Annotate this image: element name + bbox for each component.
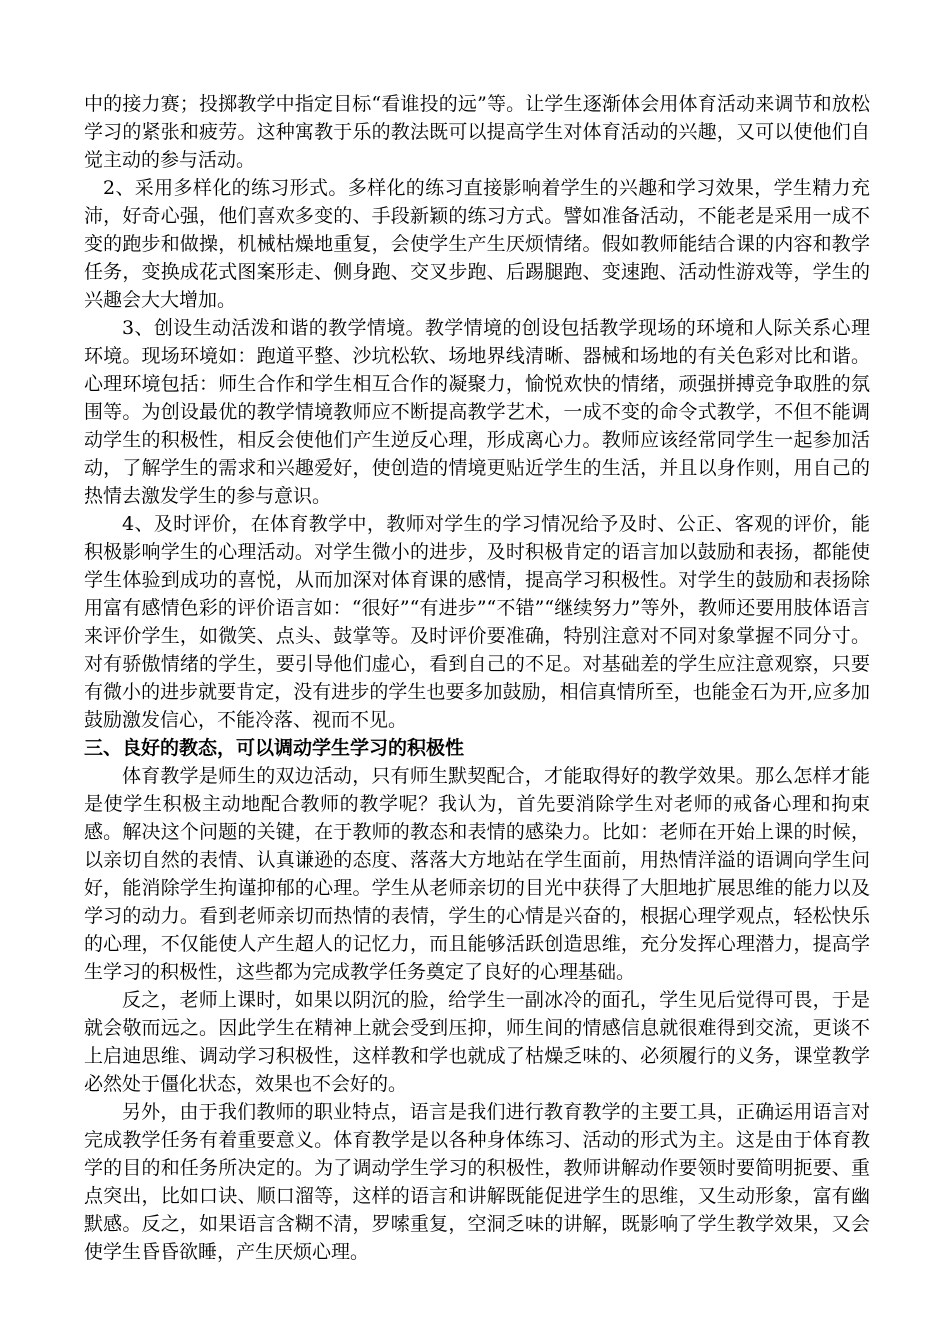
paragraph-relay-race: 中的接力赛；投掷教学中指定目标“看谁投的远”等。让学生逐渐体会用体育活动来调节和放松学习的紧张和疲劳。这种寓教于乐的教法既可以提高学生对体育活动的兴趣，又可以使他们自觉主动的参与活动。 [84,93,870,171]
paragraph-cold-face: 反之，老师上课时，如果以阴沉的脸，给学生一副冰冷的面孔，学生见后觉得可畏，于是就会敬而远之。因此学生在精神上就会受到压抑，师生间的情感信息就很难得到交流，更谈不上启迪思维、调动学习积极性，这样教和学也就成了枯燥乏味的、必须履行的义务，课堂教学必然处于僵化状态，效果也不会好的。 [84,989,870,1095]
document-page [84,90,870,1266]
paragraph-teaching-situation: 3、创设生动活泼和谐的教学情境。教学情境的创设包括教学现场的环境和人际关系心理环境。现场环境如：跑道平整、沙坑松软、场地界线清晰、器械和场地的有关色彩对比和谐。心理环境包括：师生合作和学生相互合作的凝聚力，愉悦欢快的情绪，顽强拼搏竞争取胜的氛围等。为创设最优的教学情境教师应不断提高教学艺术，一成不变的命令式教学，不但不能调动学生的积极性，相反会使他们产生逆反心理，形成离心力。教师应该经常同学生一起参加活动，了解学生的需求和兴趣爱好，使创造的情境更贴近学生的生活，并且以身作则，用自己的热情去激发学生的参与意识。 [84,317,870,507]
section-heading-teaching-manner: 三、良好的教态，可以调动学生学习的积极性 [84,737,465,759]
paragraph-practice-forms: 2、采用多样化的练习形式。多样化的练习直接影响着学生的兴趣和学习效果，学生精力充沛，好奇心强，他们喜欢多变的、手段新颖的练习方式。譬如准备活动，不能老是采用一成不变的跑步和做操，机械枯燥地重复，会使学生产生厌烦情绪。假如教师能结合课的内容和教学任务，变换成花式图案形走、侧身跑、交叉步跑、后踢腿跑、变速跑、活动性游戏等，学生的兴趣会大大增加。 [84,177,870,311]
paragraph-teacher-student-activity: 体育教学是师生的双边活动，只有师生默契配合，才能取得好的教学效果。那么怎样才能是使学生积极主动地配合教师的教学呢？我认为，首先要消除学生对老师的戒备心理和拘束感。解决这个问题的关键，在于教师的教态和表情的感染力。比如：老师在开始上课的时候，以亲切自然的表情、认真谦逊的态度、落落大方地站在学生面前，用热情洋溢的语调向学生问好，能消除学生拘谨抑郁的心理。学生从老师亲切的目光中获得了大胆地扩展思维的能力以及学习的动力。看到老师亲切而热情的表情，学生的心情是兴奋的，根据心理学观点，轻松快乐的心理，不仅能使人产生超人的记忆力，而且能够活跃创造思维，充分发挥心理潜力，提高学生学习的积极性，这些都为完成教学任务奠定了良好的心理基础。 [84,765,870,983]
paragraph-language-tool: 另外，由于我们教师的职业特点，语言是我们进行教育教学的主要工具，正确运用语言对完成教学任务有着重要意义。体育教学是以各种身体练习、活动的形式为主。这是由于体育教学的目的和任务所决定的。为了调动学生学习的积极性，教师讲解动作要领时要简明扼要、重点突出，比如口诀、顺口溜等，这样的语言和讲解既能促进学生的思维，又生动形象，富有幽默感。反之，如果语言含糊不清，罗嗦重复，空洞乏味的讲解，既影响了学生教学效果，又会使学生昏昏欲睡，产生厌烦心理。 [84,1101,870,1263]
paragraph-timely-evaluation: 4、及时评价，在体育教学中，教师对学生的学习情况给予及时、公正、客观的评价，能积极影响学生的心理活动。对学生微小的进步，及时积极肯定的语言加以鼓励和表扬，都能使学生体验到成功的喜悦，从而加深对体育课的感情，提高学习积极性。对学生的鼓励和表扬除用富有感情色彩的评价语言如：“很好”“有进步”“不错”“继续努力”等外，教师还要用肢体语言来评价学生，如微笑、点头、鼓掌等。及时评价要准确，特别注意对不同对象掌握不同分寸。对有骄傲情绪的学生，要引导他们虚心，看到自己的不足。对基础差的学生应注意观察，只要有微小的进步就要肯定，没有进步的学生也要多加鼓励，相信真情所至，也能金石为开,应多加鼓励激发信心，不能冷落、视而不见。 [84,513,870,731]
